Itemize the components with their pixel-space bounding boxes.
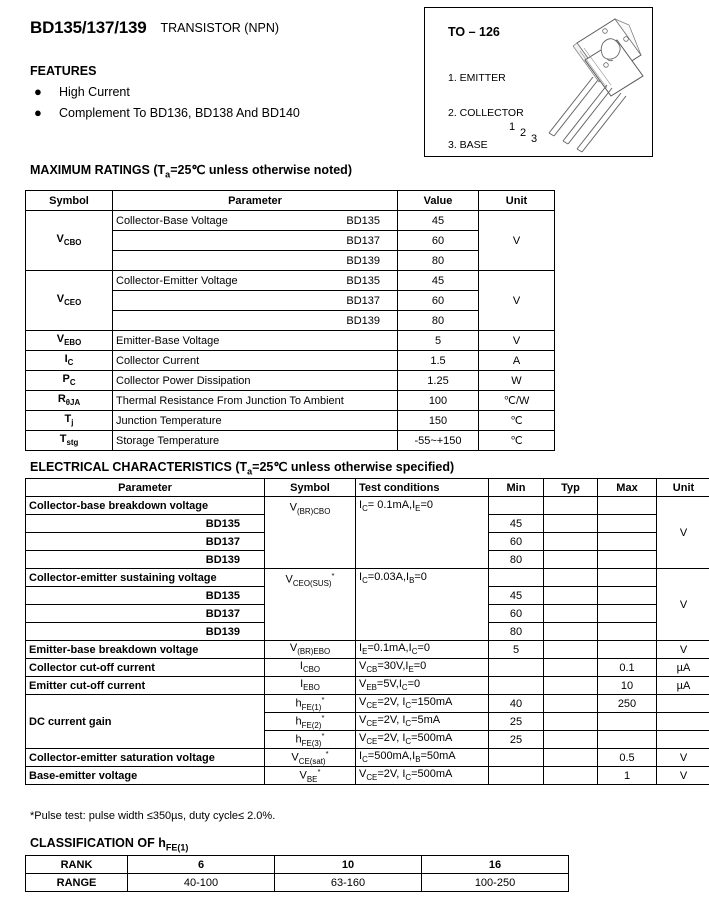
cell-symbol (26, 411, 113, 431)
cell-min: 80 (489, 551, 544, 569)
cell-parameter: Collector-base breakdown voltage (26, 497, 265, 515)
table-header-row (26, 191, 555, 211)
symbol-main: T (64, 413, 72, 426)
col-symbol: Symbol (265, 479, 356, 497)
symbol-main: V (285, 573, 293, 586)
col-max: Max (598, 479, 657, 497)
variant-label: BD137 (346, 234, 380, 247)
cell-min: 40 (489, 695, 544, 713)
row-label-range: RANGE (26, 874, 128, 892)
col-test-conditions: Test conditions (356, 479, 489, 497)
symbol-sub: C (69, 378, 76, 388)
cell-parameter (113, 271, 398, 291)
cell-symbol: $h_{FE(2)}^*$ (265, 713, 356, 731)
part-description: TRANSISTOR (NPN) (160, 21, 280, 35)
cell-variant: BD139 (26, 551, 265, 569)
cell-unit: V (657, 569, 709, 641)
cell-symbol: $V_{BE}^*$ (265, 767, 356, 785)
symbol-sub: EBO (64, 338, 82, 348)
cell-symbol: $h_{FE(1)}^*$ (265, 695, 356, 713)
cell-symbol (26, 431, 113, 451)
cell-variant: BD135 (26, 515, 265, 533)
max-ratings-heading-prefix: MAXIMUM RATINGS (T (30, 163, 166, 177)
cell-min (489, 677, 544, 695)
cell-condition: $I_C= 0.1mA,I_E=0$ (356, 497, 489, 569)
cell-symbol (26, 271, 113, 331)
cell-typ (544, 605, 598, 623)
cell-condition: $V_{CE}=2V$, $I_C=500mA$ (356, 767, 489, 785)
cell-typ (544, 677, 598, 695)
symbol-sub: CEO (64, 298, 82, 308)
cell-min: 5 (489, 641, 544, 659)
cell-value: 150 (398, 411, 479, 431)
cell-symbol (265, 497, 356, 569)
variant-label: BD135 (346, 274, 380, 287)
cell-parameter: Collector-emitter saturation voltage (26, 749, 265, 767)
symbol-main: V (56, 233, 64, 246)
symbol-sub: θJA (65, 398, 81, 408)
cell-max (598, 713, 657, 731)
cell-value: 60 (398, 291, 479, 311)
range-value: 40-100 (128, 874, 275, 892)
cell-min (489, 569, 544, 587)
table-row (26, 856, 569, 874)
cell-unit: V (657, 749, 709, 767)
cell-value: 5 (398, 331, 479, 351)
table-row (26, 431, 555, 451)
cell-symbol: $I_{EBO}$ (265, 677, 356, 695)
cell-symbol: $V_{(BR)EBO}$ (265, 641, 356, 659)
electrical-heading-suffix: =25℃ unless otherwise specified) (252, 460, 455, 474)
lead-number-3: 3 (531, 133, 538, 145)
cell-value: 100 (398, 391, 479, 411)
cell-max (598, 605, 657, 623)
cell-value: 60 (398, 231, 479, 251)
cell-parameter: Storage Temperature (113, 431, 398, 451)
cell-typ (544, 551, 598, 569)
cell-variant: BD135 (26, 587, 265, 605)
package-outline-box (424, 7, 653, 157)
symbol-main: V (56, 293, 65, 306)
package-pin-2-label: 2. COLLECTOR (448, 107, 524, 119)
cell-parameter: Collector-emitter sustaining voltage (26, 569, 265, 587)
cell-max: 10 (598, 677, 657, 695)
table-row (26, 371, 555, 391)
cell-symbol (26, 211, 113, 271)
symbol-sub: CEO(SUS) (292, 578, 332, 588)
cell-typ (544, 587, 598, 605)
table-row (26, 677, 709, 695)
cell-variant: BD139 (26, 623, 265, 641)
electrical-characteristics-table (25, 478, 709, 785)
cell-unit: V (479, 271, 555, 331)
cell-typ (544, 731, 598, 749)
electrical-heading (30, 459, 454, 477)
cell-min: 45 (489, 515, 544, 533)
cell-parameter (113, 251, 398, 271)
cell-unit (657, 731, 709, 749)
cell-max: 0.1 (598, 659, 657, 677)
range-value: 100-250 (422, 874, 569, 892)
cell-value: 45 (398, 211, 479, 231)
cell-min (489, 767, 544, 785)
cell-condition: $I_C=0.03A,I_B=0$ (356, 569, 489, 641)
symbol-main: P (62, 373, 70, 386)
feature-item (34, 85, 130, 99)
cell-typ (544, 515, 598, 533)
cell-max (598, 551, 657, 569)
table-row (26, 749, 709, 767)
cell-symbol (26, 331, 113, 351)
cell-max (598, 515, 657, 533)
feature-label: Complement To BD136, BD138 And BD140 (59, 106, 300, 120)
cell-symbol: $I_{CBO}$ (265, 659, 356, 677)
symbol-sub: CBO (63, 238, 82, 248)
cell-min (489, 659, 544, 677)
table-row (26, 211, 555, 231)
cell-max (598, 569, 657, 587)
table-row (26, 497, 709, 515)
table-row (26, 695, 709, 713)
cell-unit (657, 713, 709, 731)
cell-unit: W (479, 371, 555, 391)
cell-max: 250 (598, 695, 657, 713)
symbol-main: V (56, 333, 65, 346)
lead-number-2: 2 (520, 127, 527, 139)
symbol-sub: C (67, 358, 74, 368)
cell-typ (544, 623, 598, 641)
symbol-sub: j (71, 418, 74, 428)
cell-unit: ℃ (479, 431, 555, 451)
cell-value: 1.25 (398, 371, 479, 391)
cell-typ (544, 713, 598, 731)
cell-min: 25 (489, 731, 544, 749)
symbol-main: V (289, 501, 297, 514)
cell-unit (657, 695, 709, 713)
symbol-main: I (64, 353, 68, 366)
cell-symbol (26, 351, 113, 371)
max-ratings-heading-suffix: =25℃ unless otherwise noted) (170, 163, 352, 177)
cell-parameter: Collector cut-off current (26, 659, 265, 677)
lead-number-1: 1 (509, 121, 516, 133)
rank-value: 10 (275, 856, 422, 874)
variant-label: BD137 (346, 294, 380, 307)
classification-table (25, 855, 569, 892)
table-row (26, 641, 709, 659)
rank-value: 6 (128, 856, 275, 874)
cell-unit: V (657, 767, 709, 785)
cell-symbol: $h_{FE(3)}^*$ (265, 731, 356, 749)
cell-unit: V (479, 331, 555, 351)
cell-typ (544, 569, 598, 587)
cell-min: 80 (489, 623, 544, 641)
symbol-sub: stg (66, 438, 79, 448)
col-unit: Unit (479, 191, 555, 211)
table-row (26, 569, 709, 587)
symbol-main: T (59, 433, 67, 446)
classification-heading-prefix: CLASSIFICATION OF h (30, 836, 166, 850)
cell-unit: V (479, 211, 555, 271)
cell-parameter: Junction Temperature (113, 411, 398, 431)
symbol-sub: (BR)CBO (296, 506, 331, 516)
cell-max: 1 (598, 767, 657, 785)
cell-condition: $V_{CE}=2V$, $I_C=5mA$ (356, 713, 489, 731)
package-pin-1-label: 1. EMITTER (448, 72, 506, 84)
maximum-ratings-table (25, 190, 555, 451)
cell-parameter: Thermal Resistance From Junction To Ambient (113, 391, 398, 411)
col-parameter: Parameter (113, 191, 398, 211)
cell-symbol (26, 391, 113, 411)
cell-symbol: $V_{CE(sat)}^*$ (265, 749, 356, 767)
variant-label: BD135 (346, 214, 380, 227)
cell-typ (544, 749, 598, 767)
col-min: Min (489, 479, 544, 497)
electrical-heading-prefix: ELECTRICAL CHARACTERISTICS (T (30, 460, 248, 474)
col-typ: Typ (544, 479, 598, 497)
col-parameter: Parameter (26, 479, 265, 497)
symbol-main: R (57, 393, 66, 406)
cell-unit: µA (657, 659, 709, 677)
classification-heading-sub: FE(1) (165, 842, 189, 853)
cell-max (598, 623, 657, 641)
classification-heading (30, 836, 188, 853)
feature-item (34, 106, 300, 120)
range-value: 63-160 (275, 874, 422, 892)
cell-value: 80 (398, 251, 479, 271)
features-heading: FEATURES (30, 64, 97, 78)
package-title: TO – 126 (448, 25, 500, 39)
table-row (26, 874, 569, 892)
cell-condition: $V_{CB}=30V,I_E=0$ (356, 659, 489, 677)
pulse-test-footnote: *Pulse test: pulse width ≤350µs, duty cycle≤ 2.0%. (30, 810, 276, 822)
table-row (26, 391, 555, 411)
feature-label: High Current (59, 85, 130, 99)
cell-typ (544, 767, 598, 785)
cell-max (598, 587, 657, 605)
symbol-star: * (331, 571, 335, 580)
cell-condition: $V_{CE}=2V$, $I_C=150mA$ (356, 695, 489, 713)
cell-parameter: Collector Power Dissipation (113, 371, 398, 391)
cell-min: 60 (489, 605, 544, 623)
cell-min: 60 (489, 533, 544, 551)
table-row (26, 659, 709, 677)
cell-symbol (265, 569, 356, 641)
cell-min (489, 497, 544, 515)
col-unit: Unit (657, 479, 709, 497)
cell-parameter (113, 231, 398, 251)
cell-symbol (26, 371, 113, 391)
cell-condition: $V_{CE}=2V$, $I_C=500mA$ (356, 731, 489, 749)
cell-parameter: Emitter-base breakdown voltage (26, 641, 265, 659)
cell-unit: µA (657, 677, 709, 695)
cell-unit: ℃/W (479, 391, 555, 411)
col-value: Value (398, 191, 479, 211)
table-header-row (26, 479, 709, 497)
cell-max (598, 533, 657, 551)
table-row (26, 331, 555, 351)
cell-min (489, 749, 544, 767)
table-row (26, 411, 555, 431)
to126-transistor-icon (533, 13, 648, 163)
cell-variant: BD137 (26, 533, 265, 551)
bullet-icon: ● (34, 84, 42, 99)
cell-typ (544, 659, 598, 677)
cell-variant: BD137 (26, 605, 265, 623)
cell-value: -55~+150 (398, 431, 479, 451)
cell-parameter (113, 211, 398, 231)
cell-value: 1.5 (398, 351, 479, 371)
max-ratings-heading-sub: a (165, 169, 171, 180)
parameter-label: Collector-Emitter Voltage (116, 274, 238, 287)
part-number: BD135/137/139 (30, 18, 147, 37)
cell-unit: V (657, 641, 709, 659)
table-row (26, 351, 555, 371)
cell-condition: $I_C=500mA,I_B=50mA$ (356, 749, 489, 767)
cell-parameter (113, 311, 398, 331)
cell-parameter: Collector Current (113, 351, 398, 371)
cell-unit: A (479, 351, 555, 371)
cell-unit: ℃ (479, 411, 555, 431)
cell-condition: $I_E=0.1mA,I_C=0$ (356, 641, 489, 659)
cell-max: 0.5 (598, 749, 657, 767)
rank-value: 16 (422, 856, 569, 874)
parameter-label: Collector-Base Voltage (116, 214, 228, 227)
cell-parameter: Emitter cut-off current (26, 677, 265, 695)
bullet-icon: ● (34, 105, 42, 120)
variant-label: BD139 (346, 314, 380, 327)
cell-unit: V (657, 497, 709, 569)
cell-parameter: Emitter-Base Voltage (113, 331, 398, 351)
col-symbol: Symbol (26, 191, 113, 211)
cell-value: 45 (398, 271, 479, 291)
table-row (26, 767, 709, 785)
cell-max (598, 731, 657, 749)
package-pin-3-label: 3. BASE (448, 139, 488, 151)
cell-typ (544, 641, 598, 659)
row-label-rank: RANK (26, 856, 128, 874)
cell-typ (544, 695, 598, 713)
max-ratings-heading (30, 162, 352, 180)
cell-min: 45 (489, 587, 544, 605)
page-header (30, 18, 279, 38)
cell-min: 25 (489, 713, 544, 731)
cell-value: 80 (398, 311, 479, 331)
cell-typ (544, 533, 598, 551)
cell-parameter: Base-emitter voltage (26, 767, 265, 785)
cell-condition: $V_{EB}=5V,I_C=0$ (356, 677, 489, 695)
cell-parameter: DC current gain (26, 695, 265, 749)
cell-max (598, 497, 657, 515)
electrical-heading-sub: a (247, 466, 253, 477)
variant-label: BD139 (346, 254, 380, 267)
cell-max (598, 641, 657, 659)
table-row (26, 271, 555, 291)
cell-typ (544, 497, 598, 515)
cell-parameter (113, 291, 398, 311)
